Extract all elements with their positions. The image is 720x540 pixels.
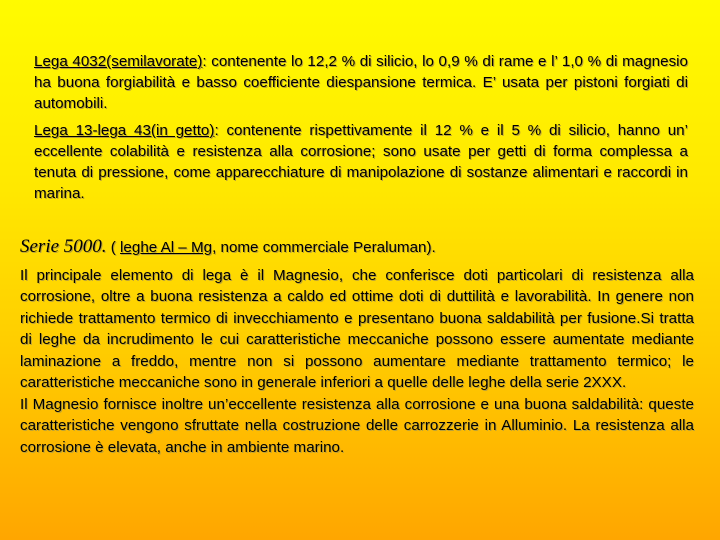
serie-5000-name: leghe Al – Mg	[120, 239, 213, 256]
serie-5000-open: (	[106, 239, 121, 256]
serie-5000-paragraph-2: Il Magnesio fornisce inoltre un’eccellente resistenza alla corrosione e una buona saldabilità: queste caratteristiche vengono sfruttate nella costruzione delle carrozzerie in Alluminio. La resistenza alla corrosione è elevata, anche in ambiente marino.	[20, 395, 694, 456]
lega-13-text: : contenente rispettivamente il 12 % e il 5 % di silicio, hanno un’ eccellente colabilità e resistenza alla corrosione; sono usate per getti di forma complessa a tenuta di pressione, come apparecchiature di manipolazione di sostanze alimentari e raccordi in marina.	[34, 122, 689, 202]
lega-13-name: Lega 13-lega 43(in getto)	[34, 122, 215, 139]
lega-4032-text: : contenente lo 12,2 % di silicio, lo 0,9 % di rame e l’ 1,0 % di magnesio ha buona forgiabilità e basso coefficiente diespansione termica. E’ usata per pistoni forgiati di automobili.	[34, 53, 688, 112]
serie-5000-paragraph-1: Il principale elemento di lega è il Magnesio, che conferisce doti particolari di resistenza alla corrosione, oltre a buona resistenza a caldo ed ottime doti di duttilità e lavorabilità. In genere non richiede trattamento termico di invecchiamento e presentano buona saldabilità per fusione.Si tratta di leghe da incrudimento le cui caratteristiche meccaniche possono essere aumentate mediante laminazione a freddo, mentre non si possono aumentare mediante trattamento termico; le caratteristiche meccaniche sono in generale inferiori a quelle delle leghe della serie 2XXX.	[20, 266, 694, 391]
serie-5000-rest: , nome commerciale Peraluman).	[212, 239, 436, 256]
lega-4032-name: Lega 4032(semilavorate)	[34, 53, 203, 70]
serie-5000-title: Serie 5000.	[20, 236, 107, 257]
alloys-section	[34, 51, 688, 210]
lega-13-paragraph	[34, 120, 688, 204]
serie-5000-heading	[20, 236, 694, 259]
serie-5000-section	[20, 236, 694, 458]
lega-4032-paragraph	[34, 51, 688, 114]
